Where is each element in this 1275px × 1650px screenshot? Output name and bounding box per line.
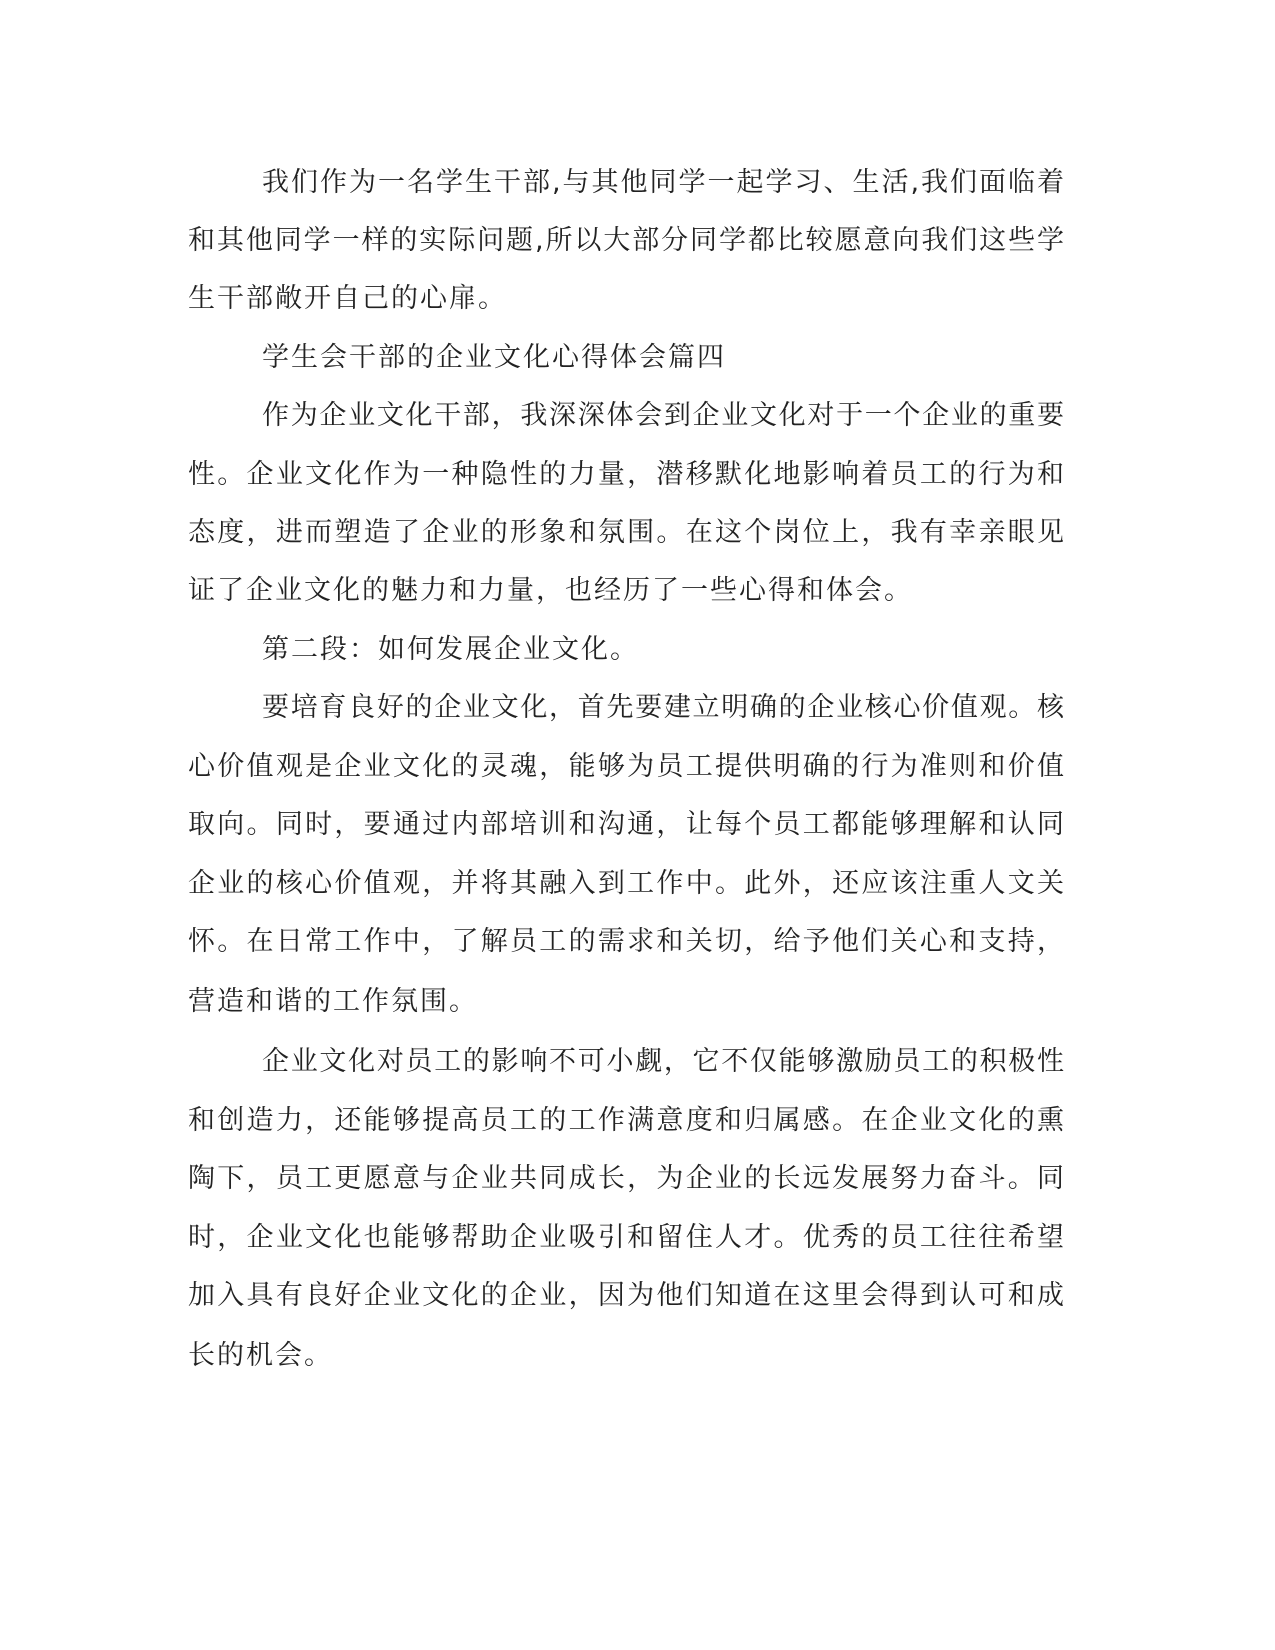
paragraph-4-line-6: 长的机会。: [188, 1340, 333, 1371]
paragraph-4-line-2: 和创造力，还能够提高员工的工作满意度和归属感。在企业文化的熏: [188, 1105, 1064, 1136]
paragraph-2-line-4: 证了企业文化的魅力和力量，也经历了一些心得和体会。: [188, 575, 913, 606]
paragraph-3-line-2: 心价值观是企业文化的灵魂，能够为员工提供明确的行为准则和价值: [188, 751, 1064, 782]
paragraph-1-line-2: 和其他同学一样的实际问题,所以大部分同学都比较愿意向我们这些学: [188, 225, 1064, 256]
paragraph-4-line-5: 加入具有良好企业文化的企业，因为他们知道在这里会得到认可和成: [188, 1280, 1064, 1311]
paragraph-3-line-3: 取向。同时，要通过内部培训和沟通，让每个员工都能够理解和认同: [188, 809, 1064, 840]
paragraph-4-line-3: 陶下，员工更愿意与企业共同成长，为企业的长远发展努力奋斗。同: [188, 1163, 1064, 1194]
paragraph-3-line-6: 营造和谐的工作氛围。: [188, 986, 478, 1017]
paragraph-4-line-1: 企业文化对员工的影响不可小觑，它不仅能够激励员工的积极性: [262, 1046, 1064, 1077]
paragraph-3-line-4: 企业的核心价值观，并将其融入到工作中。此外，还应该注重人文关: [188, 868, 1064, 899]
paragraph-1-line-3: 生干部敞开自己的心扉。: [188, 283, 507, 314]
paragraph-4-line-4: 时，企业文化也能够帮助企业吸引和留住人才。优秀的员工往往希望: [188, 1222, 1064, 1253]
paragraph-1-line-1: 我们作为一名学生干部,与其他同学一起学习、生活,我们面临着: [262, 167, 1064, 198]
section-heading: 学生会干部的企业文化心得体会篇四: [262, 342, 726, 373]
paragraph-2-line-1: 作为企业文化干部，我深深体会到企业文化对于一个企业的重要: [262, 400, 1064, 431]
paragraph-3-line-1: 要培育良好的企业文化，首先要建立明确的企业核心价值观。核: [262, 692, 1064, 723]
paragraph-2-line-2: 性。企业文化作为一种隐性的力量，潜移默化地影响着员工的行为和: [188, 459, 1064, 490]
paragraph-3-line-5: 怀。在日常工作中，了解员工的需求和关切，给予他们关心和支持，: [188, 926, 1064, 957]
paragraph-2-line-3: 态度，进而塑造了企业的形象和氛围。在这个岗位上，我有幸亲眼见: [188, 517, 1064, 548]
subheading-second-section: 第二段：如何发展企业文化。: [262, 634, 639, 665]
